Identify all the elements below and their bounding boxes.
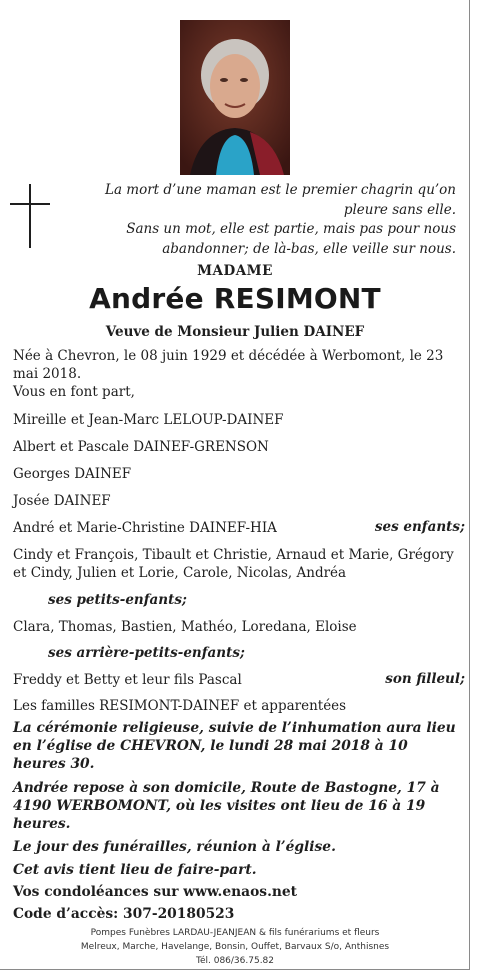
grandchildren-role: ses petits-enfants; bbox=[48, 592, 187, 608]
footer-line: Melreux, Marche, Havelange, Bonsin, Ouffet, Barvaux S/o, Anthisnes bbox=[80, 942, 390, 952]
funeral-day-text: Le jour des funérailles, réunion à l’église. bbox=[13, 839, 336, 855]
child-line: Mireille et Jean-Marc LELOUP-DAINEF bbox=[13, 412, 284, 428]
grandchildren-text: Cindy et François, Tibault et Christie, Arnaud et Marie, Grégory et Cindy, Julien et Lorie, Carole, Nicolas, Andréa bbox=[13, 547, 454, 581]
great-grandchildren-text: Clara, Thomas, Bastien, Mathéo, Loredana, Eloise bbox=[13, 619, 357, 635]
poem bbox=[70, 181, 456, 259]
announce-text: Vous en font part, bbox=[13, 384, 135, 400]
rest-text: Andrée repose à son domicile, Route de Bastogne, 17 à 4190 WERBOMONT, où les visites ont lieu de 16 à 19 heures. bbox=[13, 780, 440, 832]
poem-line: abandonner; de là-bas, elle veille sur nous. bbox=[162, 240, 456, 257]
poem-line: La mort d’une maman est le premier chagrin qu’on bbox=[104, 182, 456, 198]
footer-line: Tél. 086/36.75.82 bbox=[195, 956, 275, 966]
cross-icon bbox=[10, 184, 50, 248]
widow-line: Veuve de Monsieur Julien DAINEF bbox=[105, 324, 365, 340]
birth-death-text: Née à Chevron, le 08 juin 1929 et décédée à Werbomont, le 23 mai 2018. bbox=[13, 348, 444, 382]
great-grandchildren-role: ses arrière-petits-enfants; bbox=[48, 645, 245, 661]
deceased-name: Andrée RESIMONT bbox=[89, 282, 381, 315]
portrait-photo bbox=[180, 20, 290, 175]
title: MADAME bbox=[197, 263, 273, 279]
godson-role: son filleul; bbox=[385, 671, 465, 687]
poem-line: pleure sans elle. bbox=[343, 201, 456, 218]
children-role: ses enfants; bbox=[374, 519, 465, 535]
ceremony-text: La cérémonie religieuse, suivie de l’inhumation aura lieu en l’église de CHEVRON, le lundi 28 mai 2018 à 10 heures 30. bbox=[13, 720, 456, 772]
footer-line: Pompes Funèbres LARDAU-JEANJEAN & fils funérariums et fleurs bbox=[90, 928, 380, 938]
child-line: Albert et Pascale DAINEF-GRENSON bbox=[13, 439, 269, 455]
condolences-text: Vos condoléances sur www.enaos.net bbox=[13, 884, 298, 900]
access-code-text: Code d’accès: 307-20180523 bbox=[13, 906, 235, 922]
godson-text: Freddy et Betty et leur fils Pascal bbox=[13, 672, 242, 688]
child-line: Josée DAINEF bbox=[13, 493, 111, 509]
notice-text: Cet avis tient lieu de faire-part. bbox=[13, 862, 257, 878]
poem-line: Sans un mot, elle est partie, mais pas pour nous bbox=[126, 221, 456, 237]
child-line: André et Marie-Christine DAINEF-HIA bbox=[13, 520, 277, 536]
families-text: Les familles RESIMONT-DAINEF et apparentées bbox=[13, 698, 347, 714]
funeral-home-footer bbox=[0, 926, 470, 968]
child-line: Georges DAINEF bbox=[13, 466, 132, 482]
